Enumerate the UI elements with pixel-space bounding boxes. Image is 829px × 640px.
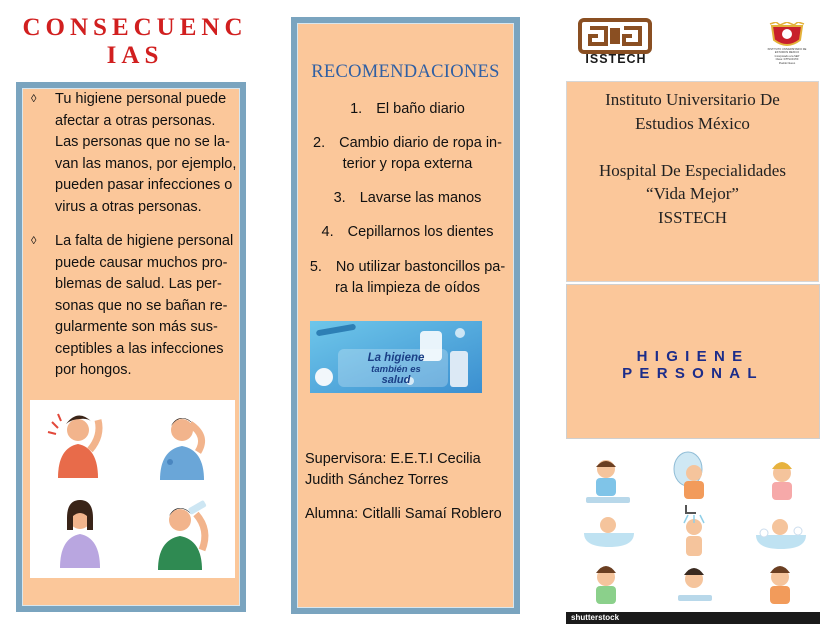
recommendation-item: 4. Cepillarnos los dientes [321,224,494,240]
supervisor-name: Supervisora: E.E.T.I Cecilia Judith Sánchez Torres [305,451,481,488]
diamond-bullet-icon: ◊ [31,93,37,105]
child-mirror-icon [674,452,704,499]
svg-text:La higiene: La higiene [367,352,425,364]
child-washing-face-icon [678,568,712,601]
child-bubble-bath-icon [756,519,806,549]
recommendation-item: 5. No utilizar bastoncillos pa- ra la limpieza de oídos [309,259,506,296]
woman-icon [60,500,100,568]
child-brushing-icon [596,566,616,604]
svg-text:salud: salud [381,374,411,386]
woman-armpit-icon [48,414,99,478]
recommendation-item: 1. El baño diario [350,101,465,117]
crest-caption: INSTITUTO UNIVERSITARIO DE ESTUDIOS MEXICO Incorporado a la SEP Clave: 07PSU0170I Pueblo Nuevo [767,48,807,65]
diamond-bullet-icon: ◊ [31,235,37,247]
recommendation-item: 3. Lavarse las manos [333,190,482,206]
child-brushing-teeth-icon [772,462,792,500]
svg-text:también es: también es [371,364,421,375]
consequence-bullet-2: ◊ La falta de higiene personal puede causar muchos pro- blemas de salud. Las per- sonas que no se bañan re- gularmente son más sus- ceptibles a las infecciones por hongos. [31,233,234,378]
child-combing-hair-icon [770,566,790,604]
recommendations-title: RECOMENDACIONES [311,62,500,82]
kids-hygiene-illustration [566,447,820,622]
shutterstock-watermark: shutterstock [571,613,620,622]
child-shower-icon [684,505,704,556]
consequence-bullet-1: ◊ Tu higiene personal puede afectar a otras personas. Las personas que no se la- van las manos, por ejemplo, pueden pasar infecciones o virus a otras personas. [31,91,237,215]
consecuencias-title: CONSECUENC IAS [22,14,248,69]
hygiene-banner-image [310,321,482,393]
child-bath-icon [584,517,634,547]
hygiene-people-illustration [30,400,235,578]
institution-name: Instituto Universitario De Estudios México Hospital De Especialidades “Vida Mejor” ISSTECH [599,90,786,227]
man-sweating-icon [160,418,204,480]
recommendation-item: 2. Cambio diario de ropa in- terior y ropa externa [313,135,502,172]
child-washing-hands-icon [586,460,630,503]
student-name: Alumna: Citlalli Samaí Roblero [305,506,502,522]
isstech-logo-text: ISSTECH [585,52,647,66]
higiene-personal-title: HIGIENE PERSONAL [622,348,764,382]
man-drinking-water-icon [158,500,207,570]
